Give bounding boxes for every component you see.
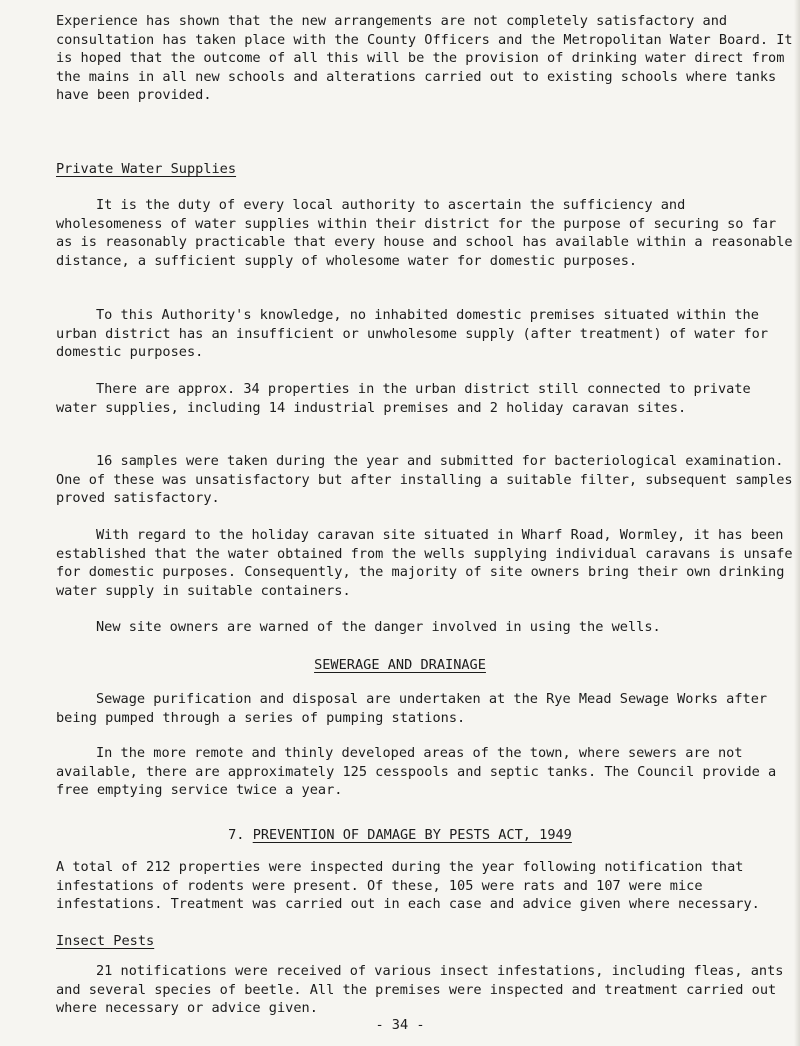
sewerage-paragraph-1: Sewage purification and disposal are undertaken at the Rye Mead Sewage Works after being pumped through a series of pumping stations. bbox=[56, 691, 768, 726]
private-water-paragraph-2: To this Authority's knowledge, no inhabited domestic premises situated within the urban district has an insufficient or unwholesome supply (after treatment) of water for domestic purposes. bbox=[56, 307, 769, 361]
private-water-heading: Private Water Supplies bbox=[56, 161, 237, 177]
pests-act-heading-line bbox=[0, 826, 800, 845]
page-edge-shadow bbox=[794, 0, 800, 1046]
private-water-paragraph-3: There are approx. 34 properties in the urban district still connected to private water supplies, including 14 industrial premises and 2 holiday caravan sites. bbox=[56, 381, 751, 416]
private-water-paragraph-1: It is the duty of every local authority to ascertain the sufficiency and wholesomeness of water supplies within their district for the purpose of securing so far as is reasonably practicable that every house and school has available within a reasonable distance, a sufficient supply of wholesome water for domestic purposes. bbox=[56, 197, 793, 269]
page-number: - 34 - bbox=[375, 1017, 425, 1033]
intro-paragraph: Experience has shown that the new arrangements are not completely satisfactory and consultation has taken place with the County Officers and the Metropolitan Water Board. It is hoped that the outcome of all this will be the provision of drinking water direct from the mains in all new schools and alterations carried out to existing schools where tanks have been provided. bbox=[56, 13, 793, 104]
insect-pests-paragraph-1: 21 notifications were received of various insect infestations, including fleas, ants and several species of beetle. All the premises were inspected and treatment carried out where necessary or advice given. bbox=[56, 963, 784, 1017]
private-water-paragraph-6: New site owners are warned of the danger involved in using the wells. bbox=[96, 619, 661, 635]
private-water-paragraph-5: With regard to the holiday caravan site situated in Wharf Road, Wormley, it has been established that the water obtained from the wells supplying individual caravans is unsafe for domestic purposes. Consequently, the majority of site owners bring their own drinking water supply in suitable containers. bbox=[56, 527, 793, 599]
pests-act-heading: PREVENTION OF DAMAGE BY PESTS ACT, 1949 bbox=[252, 827, 572, 843]
insect-pests-heading: Insect Pests bbox=[56, 933, 155, 949]
sewerage-heading: SEWERAGE AND DRAINAGE bbox=[314, 657, 486, 673]
section-number: 7. bbox=[228, 827, 245, 843]
private-water-paragraph-4: 16 samples were taken during the year and submitted for bacteriological examination. One of these was unsatisfactory but after installing a suitable filter, subsequent samples proved satisfactory. bbox=[56, 453, 793, 507]
sewerage-paragraph-2: In the more remote and thinly developed areas of the town, where sewers are not available, there are approximately 125 cesspools and septic tanks. The Council provide a free emptying service twice a year. bbox=[56, 745, 777, 799]
pests-act-paragraph-1: A total of 212 properties were inspected during the year following notification that infestations of rodents were present. Of these, 105 were rats and 107 were mice infestations. Treatment was carried out in each case and advice given where necessary. bbox=[56, 859, 760, 913]
